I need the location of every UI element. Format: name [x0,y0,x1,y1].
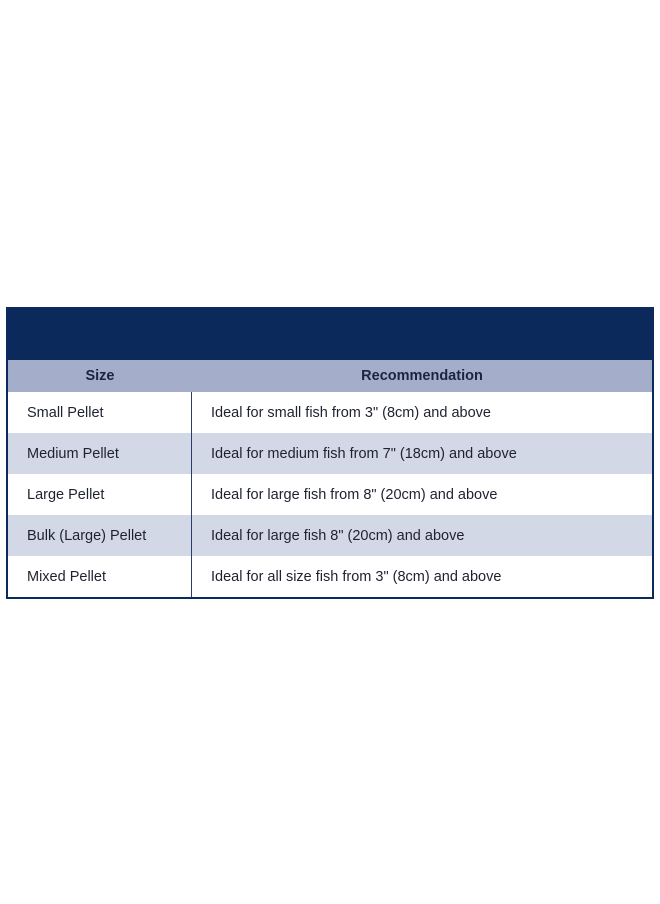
table-header-row [8,360,652,392]
header-size: Size [85,368,115,384]
table-row [8,474,652,515]
cell-recommendation: Ideal for large fish 8" (20cm) and above [211,527,465,544]
table-title-band [8,309,652,360]
cell-size: Medium Pellet [8,433,192,474]
cell-size: Small Pellet [8,392,192,433]
cell-recommendation: Ideal for small fish from 3" (8cm) and above [211,404,491,421]
cell-size: Bulk (Large) Pellet [8,515,192,556]
table-row [8,392,652,433]
header-recommendation: Recommendation [361,368,483,384]
cell-size: Mixed Pellet [8,556,192,597]
table-row [8,515,652,556]
table-row [8,433,652,474]
table-row [8,556,652,597]
pellet-size-table [6,307,654,599]
cell-recommendation: Ideal for medium fish from 7" (18cm) and above [211,445,517,462]
cell-recommendation: Ideal for all size fish from 3" (8cm) and above [211,568,502,585]
cell-recommendation: Ideal for large fish from 8" (20cm) and above [211,486,498,503]
cell-size: Large Pellet [8,474,192,515]
